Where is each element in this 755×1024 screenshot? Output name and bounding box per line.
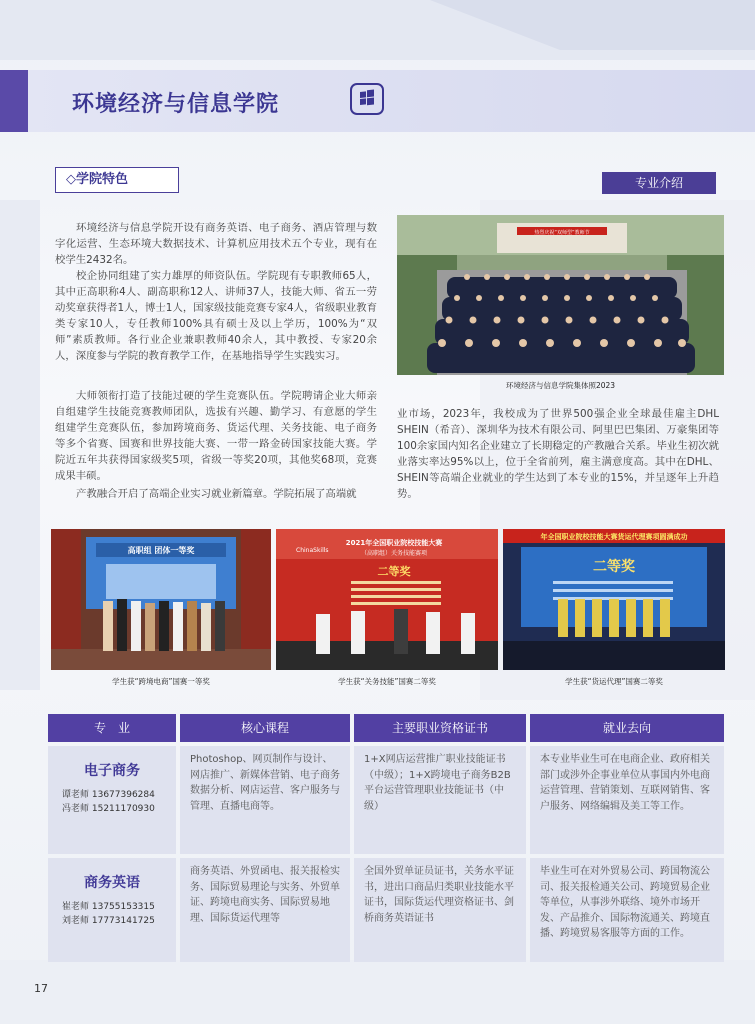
header-certs: 主要职业资格证书 [354,714,526,742]
award-photo-3 [503,529,725,670]
award-photo-2-caption: 学生获“关务技能”国赛二等奖 [338,677,436,686]
award2-screen-prize: 二等奖 [377,565,411,578]
award1-screen-text: 高职组 团体一等奖 [127,546,195,555]
windows-logo-icon [350,83,384,115]
table-cell-courses: 商务英语、外贸函电、报关报检实务、国际贸易理论与实务、外贸单证、跨境电商实务、国际贸易地理、国际货运代理等 [180,858,350,962]
major-name: 电子商务 [84,763,140,779]
award3-banner: 年全国职业院校技能大赛货运代理赛项圆满成功 [540,533,688,541]
group-photo-caption: 环境经济与信息学院集体照2023 [505,381,616,390]
paragraph-employment: 业市场，2023年，我校成为了世界500强企业全球最佳雇主DHL SHEIN（希音）、深圳华为技术有限公司、阿里巴巴集团、万豪集团等100余家国内知名企业建立了长期稳定的产教融合关系。毕业生初次就业落实率达95%以上，位于全省前列，雇主满意度高。其中在DHL、SHEIN等高端企业就业的学生达到了本专业的15%，并呈逐年上升趋势。 [397,408,719,500]
award3-screen-prize: 二等奖 [593,559,635,575]
table-row-major [48,746,176,854]
header-careers: 就业去向 [530,714,724,742]
paragraph-competition: 大师领衔打造了技能过硬的学生竞赛队伍。学院聘请企业大师亲自组建学生技能竞赛教师团队，选拔有兴趣、勤学习、有意愿的学生组建学生竞赛队伍，参加跨境商务、货运代理、关务技能、电子商务等多个省赛、国赛和世界技能大赛、一带一路金砖国家技能大赛。学院近五年共获得国家级奖5项，省级一等奖20项，其他奖68项，竞赛成果丰硕。 [55,390,377,482]
table-cell-certs: 1+X网店运营推广职业技能证书（中级）；1+X跨境电子商务B2B平台运营管理职业技能证书（中级） [354,746,526,854]
teacher-contact: 谭老师 13677396284 [62,789,155,800]
paragraph-industry: 产教融合开启了高端企业实习就业新篇章。学院拓展了高端就 [76,488,357,500]
table-cell-certs: 全国外贸单证员证书，关务水平证书，进出口商品归类职业技能水平证书，国际货运代理资格证书、剑桥商务英语证书 [354,858,526,962]
award-photo-2 [276,529,498,670]
paragraph-intro: 环境经济与信息学院开设有商务英语、电子商务、酒店管理与数字化运营、生态环境大数据技术、计算机应用技术五个专业，现有在校学生2432名。 [55,222,377,266]
teacher-contact: 冯老师 15211170930 [62,803,155,814]
header-courses: 核心课程 [180,714,350,742]
table-cell-careers: 本专业毕业生可在电商企业、政府相关部门或涉外企事业单位从事国内外电商运营管理、营销策划、互联网销售、客户服务、网络编辑及美工等工作。 [530,746,724,854]
table-cell-courses: Photoshop、网页制作与设计、网店推广、新媒体营销、电子商务数据分析、网店运营、客户服务与管理、直播电商等。 [180,746,350,854]
page-title: 环境经济与信息学院 [72,92,280,117]
table-cell-careers: 毕业生可在对外贸易公司、跨国物流公司、报关报检通关公司、跨境贸易企业等单位，从事涉外联络、境外市场开发、产品推介、国际物流通关、跨境直播、跨境贸易客服等方面的工作。 [530,858,724,962]
teacher-contact: 刘老师 17773141725 [62,915,155,926]
award-photo-1-caption: 学生获“跨境电商”国赛一等奖 [112,677,210,686]
majors-table [48,714,724,962]
table-row-major [48,858,176,962]
award-photo-1 [51,529,271,670]
award2-screen-title: 2021年全国职业院校技能大赛 [345,539,443,547]
group-photo [397,215,724,375]
award2-screen-sub: （高职组）关务技能赛项 [360,550,428,557]
major-intro-tag: 专业介绍 [602,172,716,194]
major-name: 商务英语 [84,875,140,891]
paragraph-faculty: 校企协同组建了实力雄厚的师资队伍。学院现有专职教师65人，其中正高职称4人、副高职称12人、讲师37人，技能大师、省五一劳动奖章获得者1人，博士1人，国家级技能竞赛专家4人，省级职业教育类专家10人，专任教师100%具有硕士及以上学历，100%为“双师”素质教师。各行业企业兼职教师40余人，其中教授、专家20余人，深度参与学院的教育教学工作，在基地指导学生实践实习。 [55,270,377,362]
award2-logo: ChinaSkills [296,547,329,554]
page-number: 17 [34,982,48,995]
teacher-contact: 崔老师 13755153315 [62,901,155,912]
award-photo-3-caption: 学生获“货运代理”国赛二等奖 [565,677,663,686]
header-major: 专 业 [48,714,176,742]
section-tag: ◇学院特色 [55,167,179,193]
group-banner: 热烈庆祝“双师型”教师节 [534,230,590,236]
